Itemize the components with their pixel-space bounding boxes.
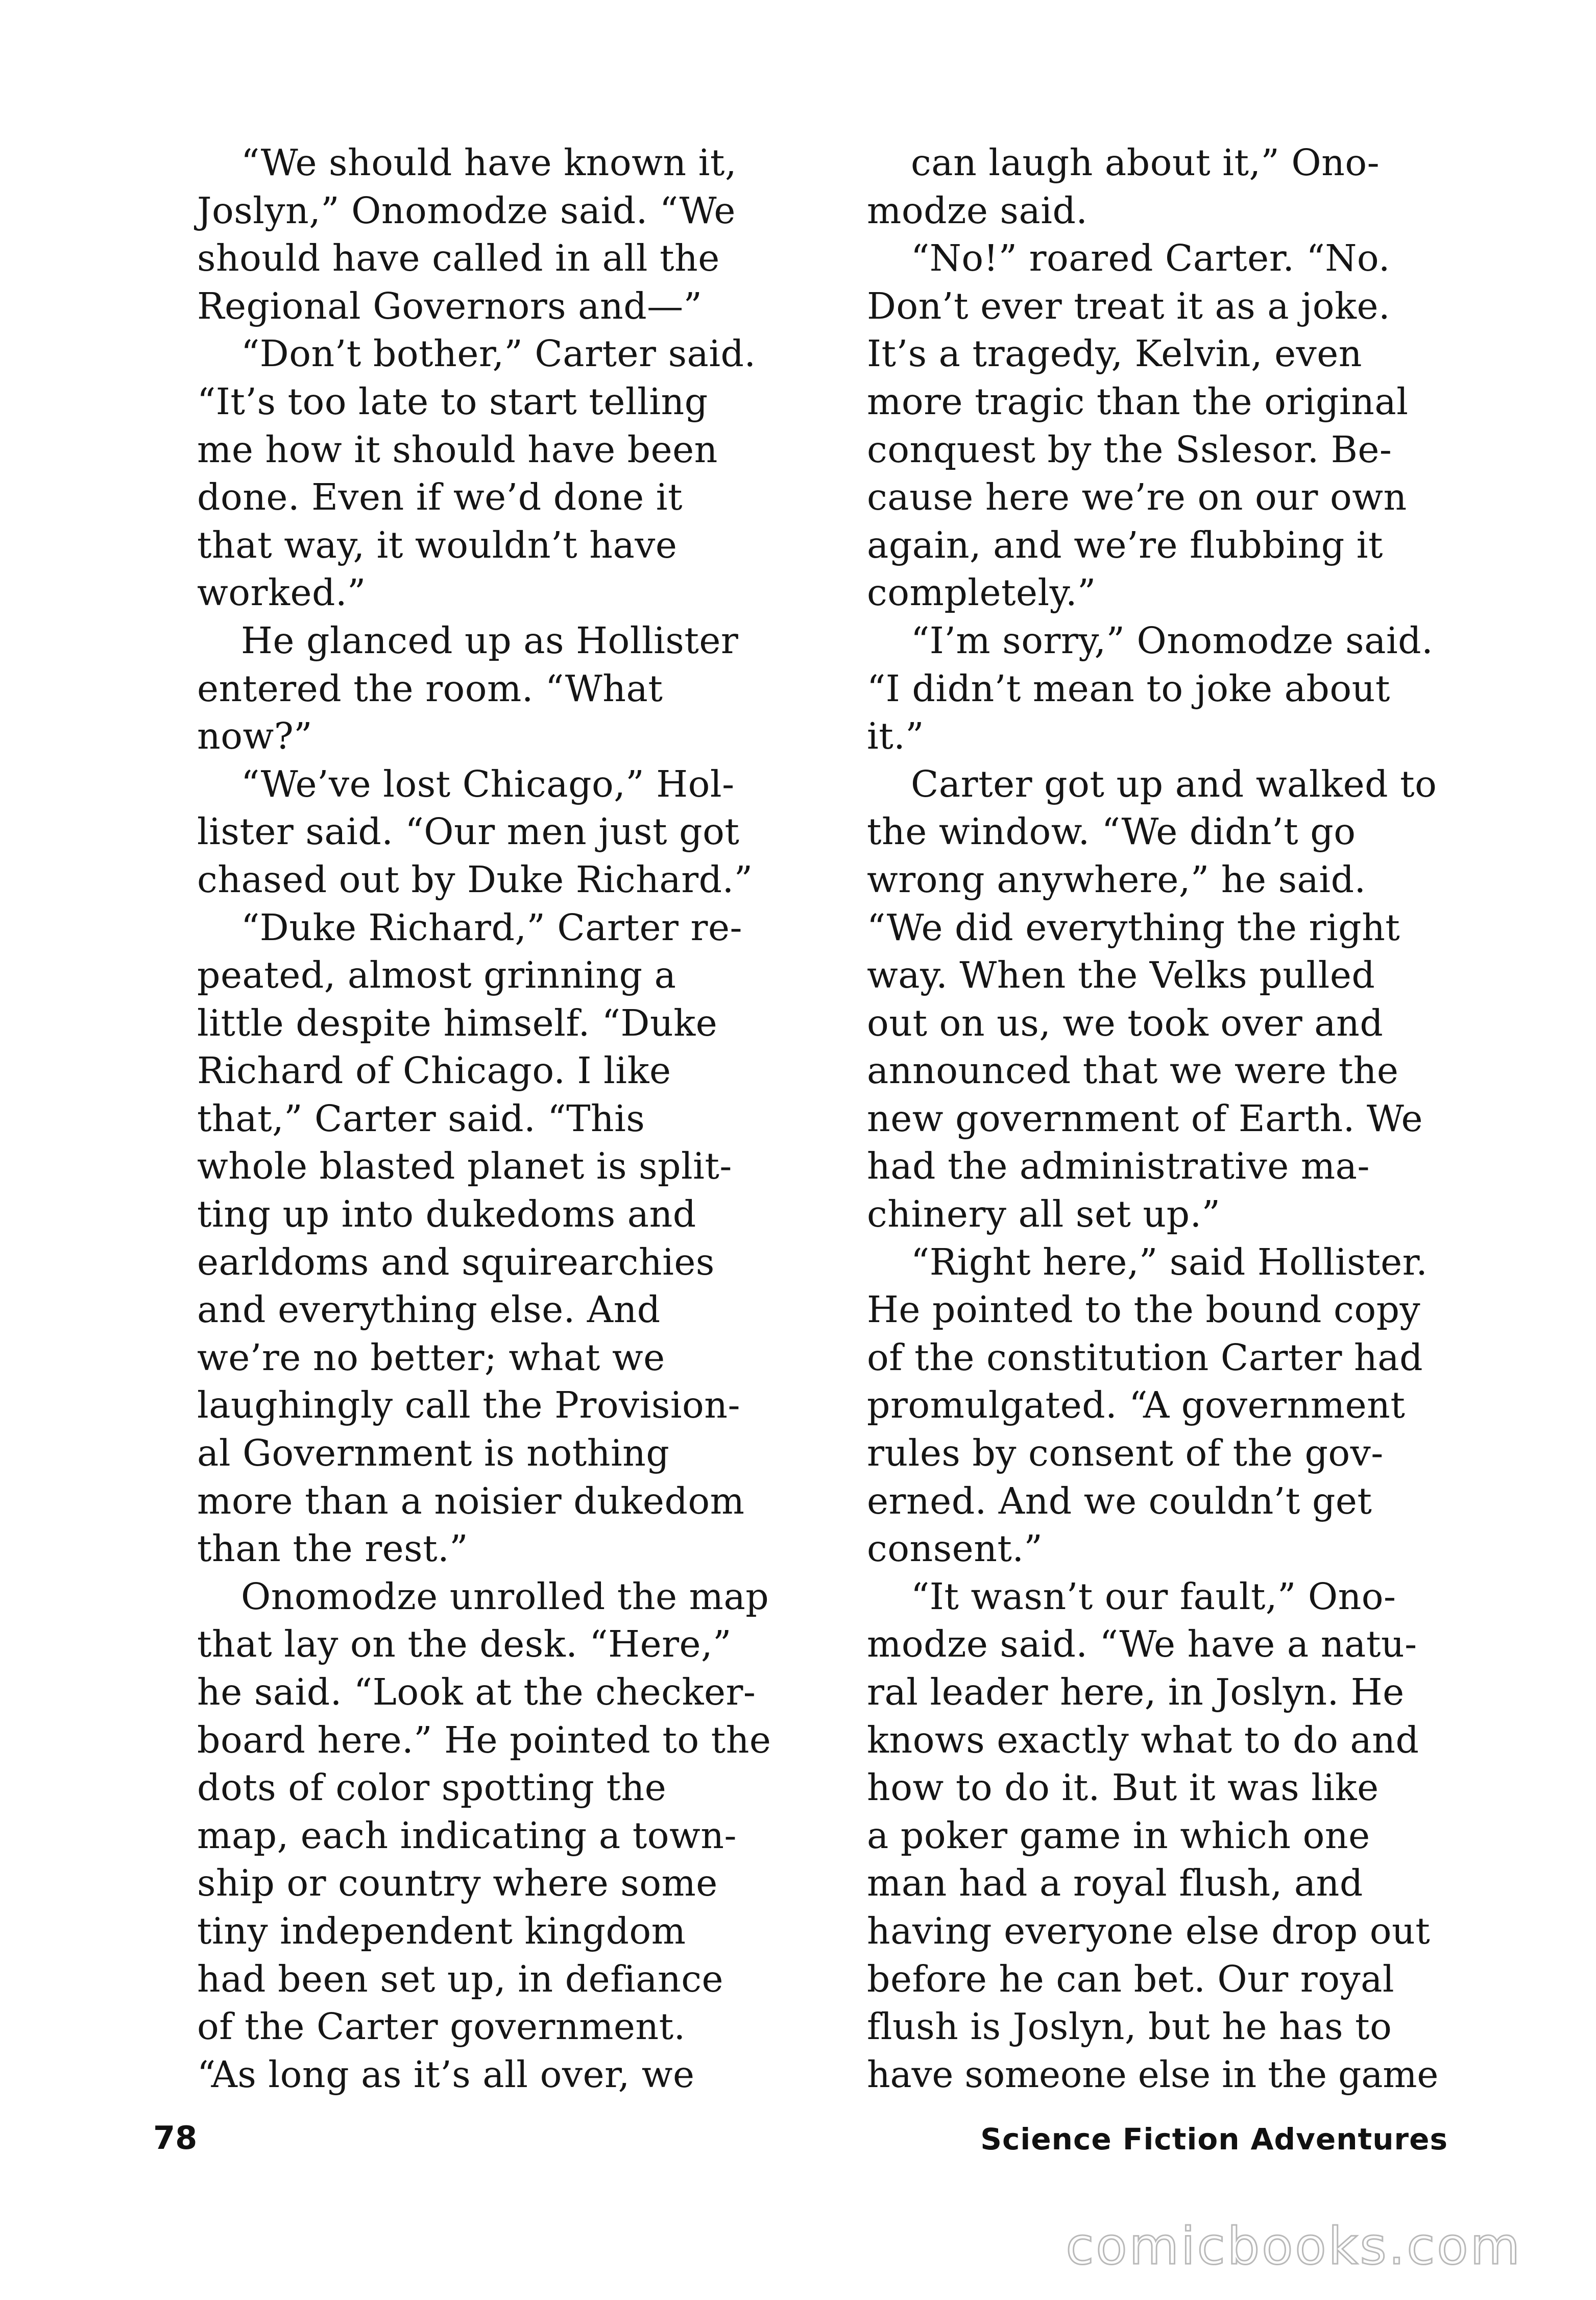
text-line: Don’t ever treat it as a joke. — [867, 284, 1391, 327]
text-line: chased out by Duke Richard.” — [197, 858, 753, 901]
text-line: chinery all set up.” — [867, 1193, 1221, 1236]
text-line: completely.” — [867, 571, 1096, 614]
text-line: the window. “We didn’t go — [867, 810, 1356, 853]
paragraph — [823, 234, 1446, 617]
text-line: map, each indicating a town- — [197, 1814, 737, 1857]
text-line: me how it should have been — [197, 428, 718, 471]
paragraph — [153, 760, 771, 904]
text-line: He glanced up as Hollister — [241, 619, 739, 662]
text-line: of the constitution Carter had — [867, 1336, 1423, 1379]
text-line: dots of color spotting the — [197, 1766, 667, 1809]
text-line: earldoms and squirearchies — [197, 1240, 715, 1283]
text-line: have someone else in the game — [867, 2053, 1439, 2096]
text-line: now?” — [197, 715, 313, 758]
text-line: Carter got up and walked to — [911, 762, 1437, 805]
text-line: ship or country where some — [197, 1862, 718, 1905]
text-line: “No!” roared Carter. “No. — [911, 237, 1390, 280]
text-line: again, and we’re flubbing it — [867, 523, 1383, 566]
text-line: “We’ve lost Chicago,” Hol- — [241, 762, 735, 805]
text-line: a poker game in which one — [867, 1814, 1370, 1857]
text-line: “Duke Richard,” Carter re- — [241, 906, 742, 949]
text-line: done. Even if we’d done it — [197, 476, 683, 519]
text-line: wrong anywhere,” he said. — [867, 858, 1366, 901]
text-line: little despite himself. “Duke — [197, 1001, 718, 1044]
text-line: that,” Carter said. “This — [197, 1097, 645, 1140]
magazine-title: Science Fiction Adventures — [980, 2122, 1448, 2157]
text-line: how to do it. But it was like — [867, 1766, 1379, 1809]
text-line: of the Carter government. — [197, 2005, 686, 2048]
left-text-column — [153, 139, 771, 2098]
text-line: al Government is nothing — [197, 1432, 670, 1475]
text-line: that way, it wouldn’t have — [197, 523, 678, 566]
text-line: Onomodze unrolled the map — [241, 1575, 769, 1618]
text-line: had been set up, in defiance — [197, 1957, 724, 2000]
paragraph — [153, 904, 771, 1573]
text-line: more than a noisier dukedom — [197, 1479, 745, 1522]
text-line: promulgated. “A government — [867, 1384, 1406, 1427]
text-line: whole blasted planet is split- — [197, 1145, 732, 1188]
paragraph — [823, 1238, 1446, 1573]
text-line: tiny independent kingdom — [197, 1909, 686, 1952]
paragraph — [823, 139, 1446, 234]
text-line: entered the room. “What — [197, 667, 663, 710]
paragraph — [823, 617, 1446, 760]
page-number: 78 — [153, 2119, 198, 2157]
paragraph — [153, 617, 771, 760]
text-line: consent.” — [867, 1527, 1043, 1570]
text-line: worked.” — [197, 571, 366, 614]
text-line: “We should have known it, — [241, 141, 737, 184]
text-line: lister said. “Our men just got — [197, 810, 740, 853]
text-line: laughingly call the Provision- — [197, 1384, 741, 1427]
text-line: had the administrative ma- — [867, 1145, 1370, 1188]
text-line: man had a royal flush, and — [867, 1862, 1363, 1905]
text-line: he said. “Look at the checker- — [197, 1671, 756, 1713]
paragraph — [823, 760, 1446, 1238]
text-line: conquest by the Sslesor. Be- — [867, 428, 1392, 471]
text-line: before he can bet. Our royal — [867, 1957, 1395, 2000]
right-text-column — [823, 139, 1446, 2098]
text-line: “We did everything the right — [867, 906, 1400, 949]
paragraph — [823, 1573, 1446, 2099]
text-line: Joslyn,” Onomodze said. “We — [197, 189, 736, 232]
text-line: “As long as it’s all over, we — [197, 2053, 695, 2096]
paragraph — [153, 1573, 771, 2099]
text-line: board here.” He pointed to the — [197, 1718, 771, 1761]
text-line: flush is Joslyn, but he has to — [867, 2005, 1392, 2048]
text-line: peated, almost grinning a — [197, 954, 676, 997]
text-line: should have called in all the — [197, 237, 720, 280]
text-line: It’s a tragedy, Kelvin, even — [867, 332, 1363, 375]
text-line: way. When the Velks pulled — [867, 954, 1375, 997]
text-line: having everyone else drop out — [867, 1909, 1431, 1952]
paragraph — [153, 330, 771, 617]
text-line: ral leader here, in Joslyn. He — [867, 1671, 1405, 1713]
text-line: He pointed to the bound copy — [867, 1288, 1421, 1331]
text-line: it.” — [867, 715, 925, 758]
text-line: cause here we’re on our own — [867, 476, 1407, 519]
text-line: rules by consent of the gov- — [867, 1432, 1384, 1475]
text-line: erned. And we couldn’t get — [867, 1479, 1372, 1522]
text-line: ting up into dukedoms and — [197, 1193, 696, 1236]
text-line: “I’m sorry,” Onomodze said. — [911, 619, 1434, 662]
text-line: we’re no better; what we — [197, 1336, 665, 1379]
text-line: “Don’t bother,” Carter said. — [241, 332, 756, 375]
text-line: “Right here,” said Hollister. — [911, 1240, 1428, 1283]
watermark: comicbooks.com — [1066, 2216, 1522, 2276]
text-line: knows exactly what to do and — [867, 1718, 1419, 1761]
text-line: Richard of Chicago. I like — [197, 1049, 671, 1092]
text-line: out on us, we took over and — [867, 1001, 1384, 1044]
text-line: “I didn’t mean to joke about — [867, 667, 1390, 710]
text-line: modze said. — [867, 189, 1088, 232]
text-line: new government of Earth. We — [867, 1097, 1423, 1140]
text-line: “It wasn’t our fault,” Ono- — [911, 1575, 1396, 1618]
paragraph — [153, 139, 771, 330]
text-line: can laugh about it,” Ono- — [911, 141, 1380, 184]
text-line: and everything else. And — [197, 1288, 661, 1331]
text-line: Regional Governors and—” — [197, 284, 703, 327]
text-line: “It’s too late to start telling — [197, 380, 708, 423]
text-line: more tragic than the original — [867, 380, 1409, 423]
text-line: announced that we were the — [867, 1049, 1399, 1092]
text-line: than the rest.” — [197, 1527, 469, 1570]
text-line: modze said. “We have a natu- — [867, 1623, 1417, 1666]
text-line: that lay on the desk. “Here,” — [197, 1623, 732, 1666]
